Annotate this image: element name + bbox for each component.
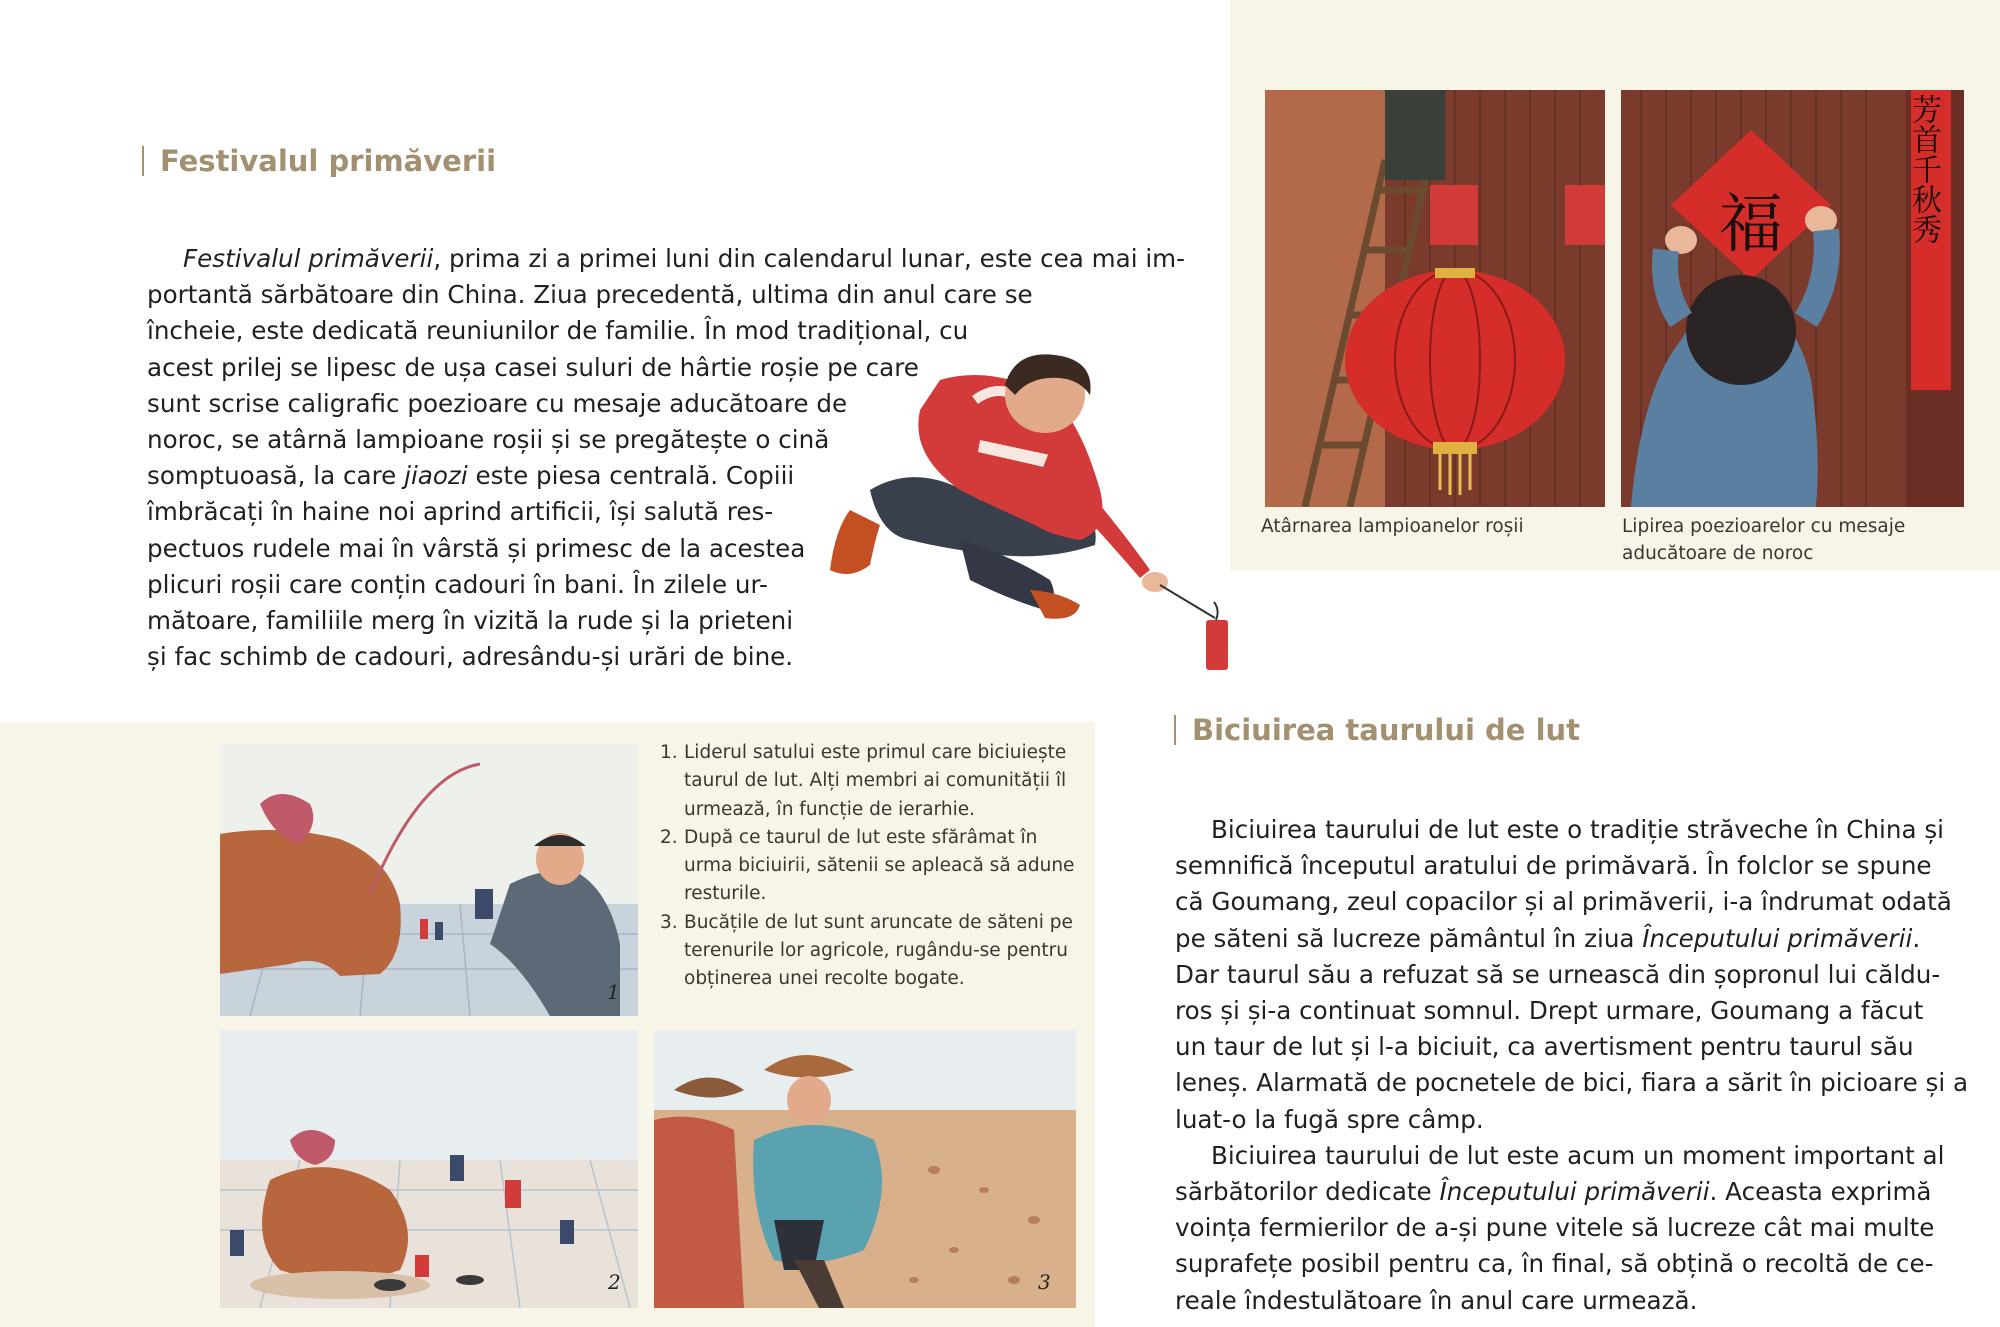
lantern-illustration xyxy=(1265,90,1605,507)
step-line: urma biciuirii, sătenii se apleacă să adune xyxy=(684,855,1075,877)
step-number: 2. xyxy=(660,826,678,848)
italic-term: jiaozi xyxy=(404,461,468,491)
step-line: După ce taurul de lut este sfărâmat în xyxy=(684,826,1038,848)
ox-paragraphs xyxy=(1175,812,1968,1319)
ox-whipping-illustration-1 xyxy=(220,744,638,1016)
list-item xyxy=(658,909,1076,994)
caption-lanterns: Atârnarea lampioanelor roșii xyxy=(1261,516,1524,537)
panel-number: 1 xyxy=(607,980,620,1004)
text-line xyxy=(147,241,1185,277)
step-line: Bucățile de lut sunt aruncate de săteni pe xyxy=(684,911,1073,933)
text-line: Biciuirea taurului de lut este o tradiție străveche în China și xyxy=(1211,815,1945,844)
steps-list xyxy=(658,739,1076,994)
text-span: este piesa centrală. Copiii xyxy=(467,461,795,491)
text-span: . Aceasta exprimă xyxy=(1709,1177,1932,1207)
step-line: Liderul satului este primul care biciuiește xyxy=(684,742,1067,763)
italic-term: Începutului primăverii xyxy=(1439,1177,1710,1207)
ox-whipping-illustration-2 xyxy=(220,1030,638,1308)
text-line: ros și și-a continuat somnul. Drept urmare, Goumang a făcut xyxy=(1175,996,1924,1026)
section-title-ox xyxy=(1174,713,1580,747)
text-line: sunt scrise caligrafic poezioare cu mesaje aducătoare de xyxy=(147,388,848,418)
italic-term: Festivalul primăverii xyxy=(183,244,434,273)
step-number: 3. xyxy=(660,911,678,933)
step-number: 1. xyxy=(660,742,678,763)
section-title-text: Festivalul primăverii xyxy=(160,144,497,178)
section-title-text: Biciuirea taurului de lut xyxy=(1192,713,1581,747)
couplet-text: 芳首千秋秀 xyxy=(1906,94,1941,244)
text-line: leneș. Alarmată de pocnetele de bici, fiara a sărit în picioare și a xyxy=(1175,1068,1969,1098)
step-line: obținerea unei recolte bogate. xyxy=(684,968,965,990)
caption-line: Lipirea poezioarelor cu mesaje xyxy=(1622,516,1906,537)
text-span: somptuoasă, la care xyxy=(147,461,405,491)
text-line: îmbrăcați în haine noi aprind artificii, își salută res- xyxy=(147,497,774,527)
text-line: plicuri roșii care conțin cadouri în bani. În zilele ur- xyxy=(147,569,768,599)
caption-line: aducătoare de noroc xyxy=(1622,543,1814,564)
list-item xyxy=(658,824,1076,909)
boy-firecracker-illustration xyxy=(810,340,1280,685)
text-line: pectuos rudele mai în vârstă și primesc de la acestea xyxy=(147,533,806,563)
text-line: Dar taurul său a refuzat să se urnească din șopronul lui căldu- xyxy=(1175,959,1941,989)
panel-number: 3 xyxy=(1038,1270,1051,1294)
text-line: suprafețe posibil pentru ca, în final, să obțină o recoltă de ce- xyxy=(1175,1249,1934,1279)
panel-number: 2 xyxy=(608,1270,621,1294)
text-line: și fac schimb de cadouri, adresându-și urări de bine. xyxy=(147,642,794,672)
title-bar xyxy=(1174,715,1176,745)
fu-character: 福 xyxy=(1719,188,1783,262)
step-line: urmează, în funcție de ierarhie. xyxy=(684,798,975,820)
text-line: reale îndestulătoare în anul care urmează. xyxy=(1175,1285,1698,1315)
text-line: un taur de lut și l-a biciuit, ca avertisment pentru taurul său xyxy=(1175,1032,1914,1062)
text-line xyxy=(1175,1174,1968,1210)
step-line: terenurile lor agricole, rugându-se pentru xyxy=(684,940,1068,962)
ox-whipping-illustration-3 xyxy=(654,1030,1076,1308)
title-bar xyxy=(142,146,144,176)
text-line: Biciuirea taurului de lut este acum un moment important al xyxy=(1211,1140,1945,1170)
text-span: , prima zi a primei luni din calendarul lunar, este cea mai im- xyxy=(433,244,1186,273)
step-line: resturile. xyxy=(684,883,767,905)
text-line: mătoare, familiile merg în vizită la rude și la prieteni xyxy=(147,606,794,636)
step-line: taurul de lut. Alți membri ai comunității îl xyxy=(684,770,1067,792)
section-title-festival xyxy=(142,144,496,178)
text-line: voința fermierilor de a-și pune vitele să lucreze cât mai multe xyxy=(1175,1213,1935,1243)
text-line: luat-o la fugă spre câmp. xyxy=(1175,1104,1484,1134)
text-span: . xyxy=(1912,923,1921,953)
caption-poems xyxy=(1622,513,1905,567)
text-line: noroc, se atârnă lampioane roșii și se pregătește o cină xyxy=(147,425,830,455)
text-span: pe săteni să lucreze pământul în ziua xyxy=(1175,923,1643,953)
text-line: semnifică începutul aratului de primăvară. În folclor se spune xyxy=(1175,851,1932,881)
text-span: sărbătorilor dedicate xyxy=(1175,1177,1440,1207)
poem-scroll-illustration xyxy=(1621,90,1964,507)
text-line: încheie, este dedicată reuniunilor de familie. În mod tradițional, cu xyxy=(147,316,969,346)
text-line: portantă sărbătoare din China. Ziua precedentă, ultima din anul care se xyxy=(147,280,1033,310)
italic-term: Începutului primăverii xyxy=(1642,923,1913,953)
list-item xyxy=(658,739,1076,824)
text-line: că Goumang, zeul copacilor și al primăverii, i-a îndrumat odată xyxy=(1175,887,1952,917)
text-line: acest prilej se lipesc de ușa casei suluri de hârtie roșie pe care xyxy=(147,352,919,382)
text-line xyxy=(1175,921,1968,957)
